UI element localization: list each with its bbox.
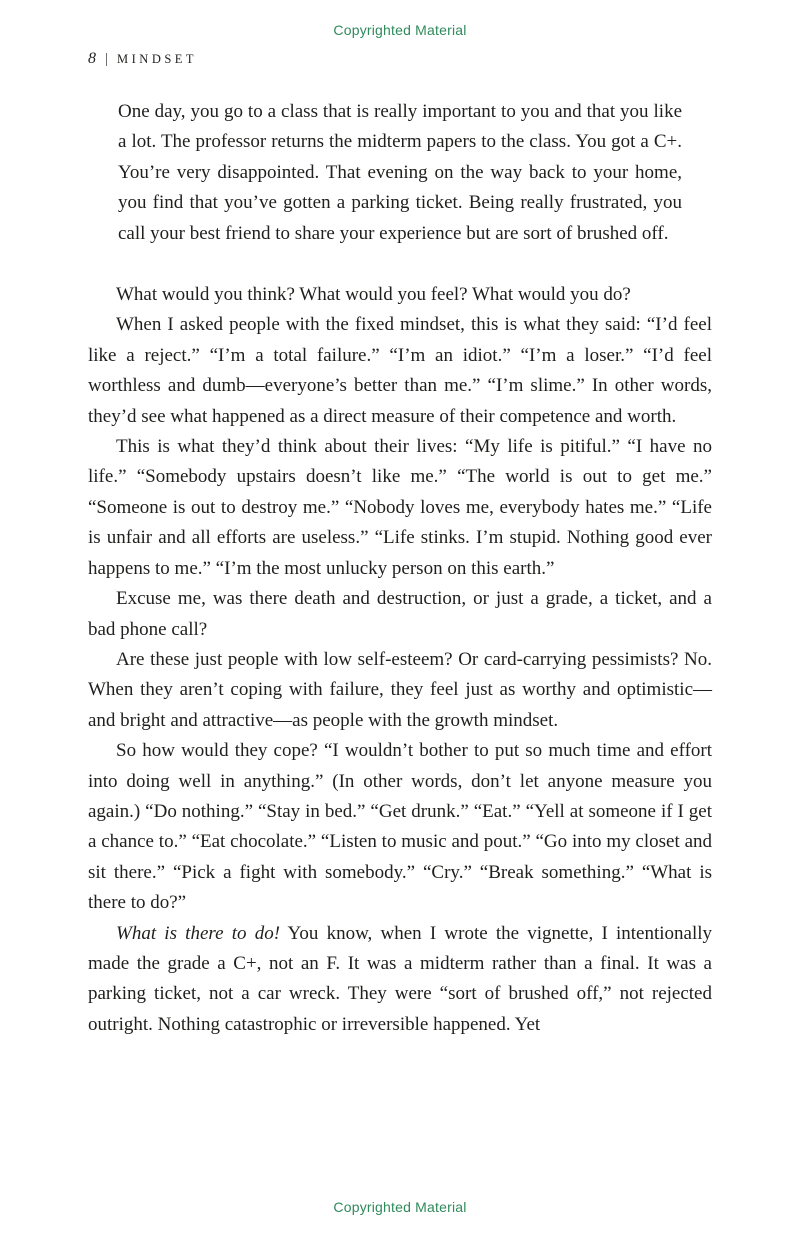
page-number: 8 xyxy=(88,50,96,67)
paragraph-self-esteem: Are these just people with low self-esteem? Or card-carrying pessimists? No. When they aren’t coping with failure, they feel just as worthy and optimistic—and bright and attractive—as people with the growth mindset. xyxy=(88,648,712,731)
paragraph-continuation: You know, when I wrote the vignette, I intentionally made the grade a C+, not an F. It was a midterm rather than a final. It was a parking ticket, not a car wreck. They were “sort of brushed off,” not rejected outright. Nothing catastrophic or irreversible happened. Yet xyxy=(88,922,713,1035)
paragraph-what-is-there-to-do xyxy=(88,919,712,1041)
paragraph-excuse-me: Excuse me, was there death and destruction, or just a grade, a ticket, and a bad phone call? xyxy=(88,588,712,640)
paragraph-questions: What would you think? What would you feel? What would you do? xyxy=(116,284,631,306)
running-header xyxy=(88,50,197,68)
page-body xyxy=(88,97,712,1040)
copyright-notice-top: Copyrighted Material xyxy=(333,22,467,38)
copyright-notice-bottom: Copyrighted Material xyxy=(333,1199,467,1215)
vignette-extract: One day, you go to a class that is really important to you and that you like a lot. The professor returns the midterm papers to the class. You got a C+. You’re very disappointed. That evening on the way back to your home, you find that you’ve gotten a parking ticket. Being really frustrated, you call your best friend to share your experience but are sort of brushed off. xyxy=(118,101,682,244)
paragraph-their-lives: This is what they’d think about their lives: “My life is pitiful.” “I have no life.” “Somebody upstairs doesn’t like me.” “The world is out to get me.” “Someone is out to destroy me.” “Nobody loves me, everybody hates me.” “Life is unfair and all efforts are useless.” “Life stinks. I’m stupid. Nothing good ever happens to me.” “I’m the most unlucky person on this earth.” xyxy=(88,436,712,579)
header-separator: | xyxy=(105,51,109,67)
italic-lead: What is there to do! xyxy=(116,922,281,944)
paragraph-how-cope: So how would they cope? “I wouldn’t bother to put so much time and effort into doing well in anything.” (In other words, don’t let anyone measure you again.) “Do nothing.” “Stay in bed.” “Get drunk.” “Eat.” “Yell at someone if I get a chance to.” “Eat chocolate.” “Listen to music and pout.” “Go into my closet and sit there.” “Pick a fight with somebody.” “Cry.” “Break something.” “What is there to do?” xyxy=(88,740,712,914)
book-title: MINDSET xyxy=(117,52,198,66)
paragraph-fixed-mindset-responses: When I asked people with the fixed mindset, this is what they said: “I’d feel like a reject.” “I’m a total failure.” “I’m an idiot.” “I’m a loser.” “I’d feel worthless and dumb—everyone’s better than me.” “I’m slime.” In other words, they’d see what happened as a direct measure of their competence and worth. xyxy=(88,314,712,427)
